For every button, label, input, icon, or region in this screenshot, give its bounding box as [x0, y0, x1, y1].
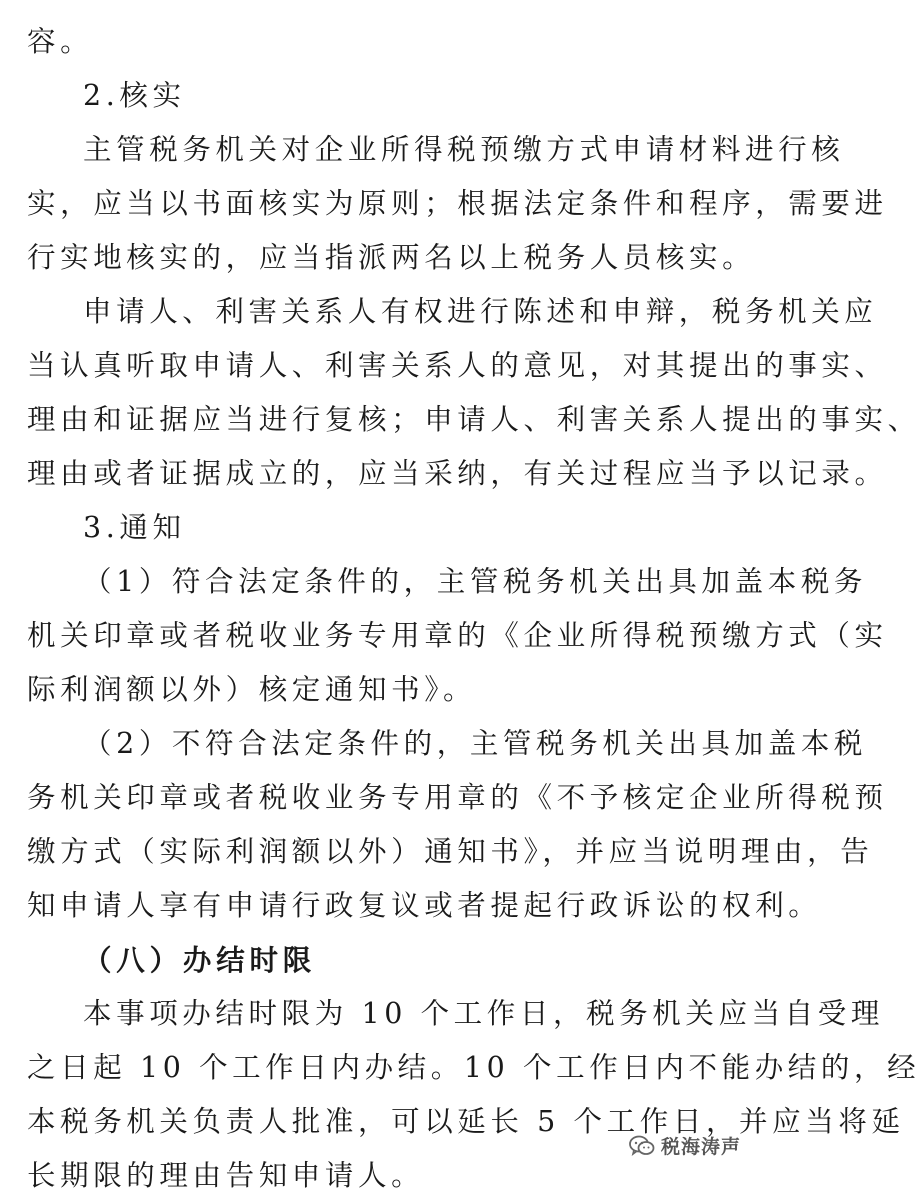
text-line: 知申请人享有申请行政复议或者提起行政诉讼的权利。	[27, 889, 822, 922]
section-heading-notify: 3.通知	[83, 511, 186, 544]
wechat-icon	[629, 1135, 655, 1157]
text-line: （1）符合法定条件的，主管税务机关出具加盖本税务	[83, 565, 868, 598]
text-line: （2）不符合法定条件的，主管税务机关出具加盖本税	[83, 727, 868, 760]
text-line: 之日起 10 个工作日内办结。10 个工作日内不能办结的，经	[27, 1051, 921, 1084]
text-line: 长期限的理由告知申请人。	[27, 1159, 425, 1192]
section-heading-verify: 2.核实	[83, 79, 186, 112]
text-line: 务机关印章或者税收业务专用章的《不予核定企业所得税预	[27, 781, 888, 814]
watermark	[629, 1132, 741, 1159]
text-line: 行实地核实的，应当指派两名以上税务人员核实。	[27, 241, 756, 274]
text-line: 实，应当以书面核实为原则；根据法定条件和程序，需要进	[27, 187, 888, 220]
text-line: 主管税务机关对企业所得税预缴方式申请材料进行核	[83, 133, 845, 166]
text-line: 机关印章或者税收业务专用章的《企业所得税预缴方式（实	[27, 619, 888, 652]
text-line: 申请人、利害关系人有权进行陈述和申辩，税务机关应	[83, 295, 878, 328]
text-line: 际利润额以外）核定通知书》。	[27, 673, 477, 706]
text-line: 缴方式（实际利润额以外）通知书》，并应当说明理由，告	[27, 835, 874, 868]
watermark-text: 税海涛声	[660, 1136, 741, 1158]
text-line: 理由和证据应当进行复核；申请人、利害关系人提出的事实、	[27, 403, 921, 436]
text-line: 当认真听取申请人、利害关系人的意见，对其提出的事实、	[27, 349, 888, 382]
text-line: 理由或者证据成立的，应当采纳，有关过程应当予以记录。	[27, 457, 888, 490]
section-heading-time-limit: （八）办结时限	[83, 943, 317, 977]
text-line: 本事项办结时限为 10 个工作日，税务机关应当自受理	[83, 997, 884, 1030]
text-line: 本税务机关负责人批准，可以延长 5 个工作日，并应当将延	[27, 1105, 905, 1138]
text-line: 容。	[27, 25, 94, 58]
